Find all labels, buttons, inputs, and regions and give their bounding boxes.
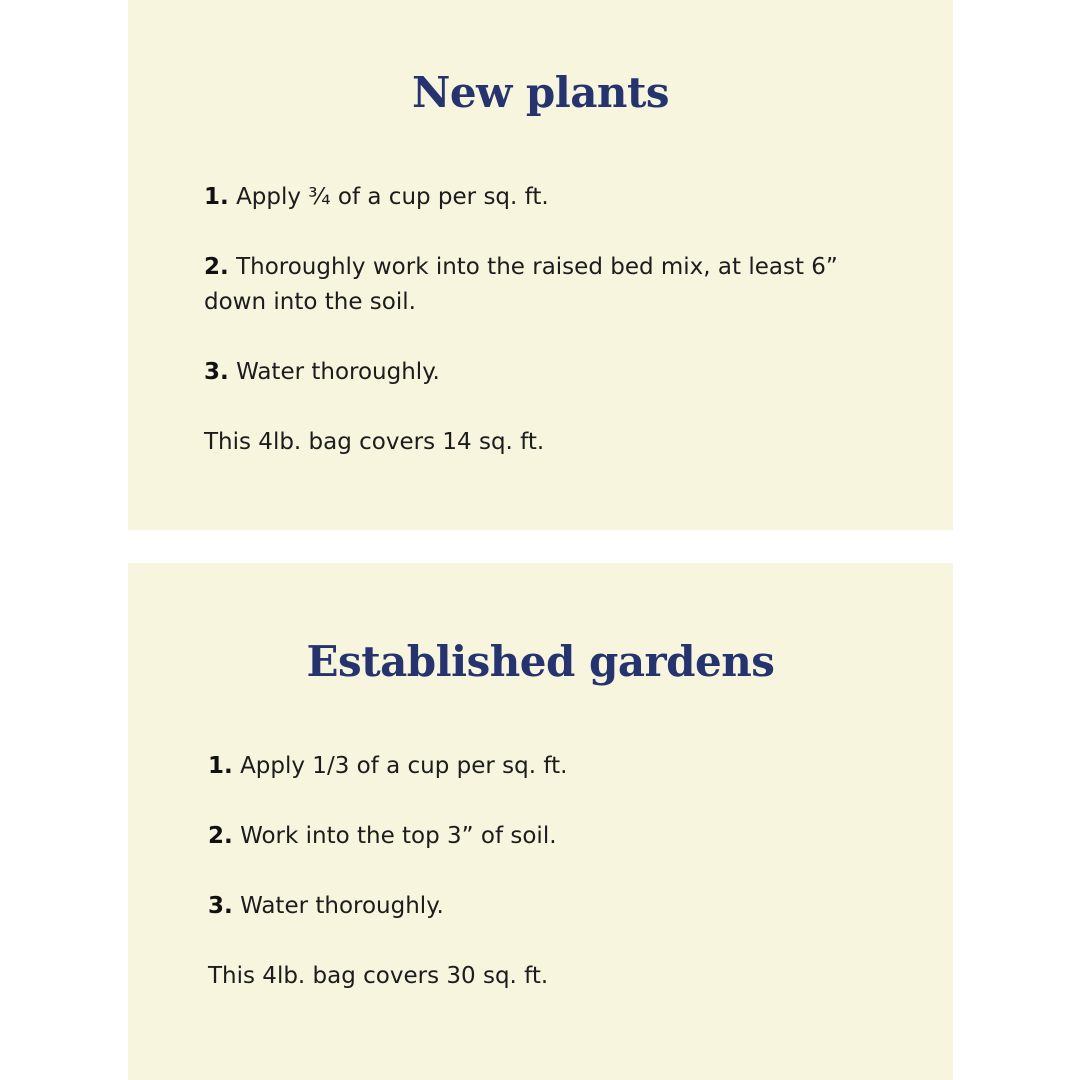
step-text: Water thoroughly. (236, 359, 440, 385)
step-number: 1. (208, 753, 233, 779)
established-gardens-card (128, 563, 953, 1080)
step-item (204, 250, 873, 320)
step-item (208, 819, 873, 854)
coverage-note: This 4lb. bag covers 14 sq. ft. (204, 429, 545, 455)
step-item (208, 749, 873, 784)
step-item (204, 180, 873, 215)
step-number: 2. (204, 254, 229, 280)
new-plants-title: New plants (411, 68, 669, 117)
step-number: 1. (204, 184, 229, 210)
coverage-note: This 4lb. bag covers 30 sq. ft. (208, 963, 549, 989)
step-text: Apply ¾ of a cup per sq. ft. (236, 184, 549, 210)
established-gardens-steps (208, 749, 873, 994)
step-text: Water thoroughly. (240, 893, 444, 919)
step-number: 2. (208, 823, 233, 849)
step-item (208, 889, 873, 924)
step-text: Apply 1/3 of a cup per sq. ft. (240, 753, 568, 779)
step-item (204, 355, 873, 390)
step-number: 3. (208, 893, 233, 919)
established-gardens-title: Established gardens (306, 637, 775, 686)
new-plants-steps (204, 180, 873, 460)
step-text: Thoroughly work into the raised bed mix, at least 6” down into the soil. (204, 254, 838, 315)
new-plants-card (128, 0, 953, 530)
step-text: Work into the top 3” of soil. (240, 823, 557, 849)
step-number: 3. (204, 359, 229, 385)
